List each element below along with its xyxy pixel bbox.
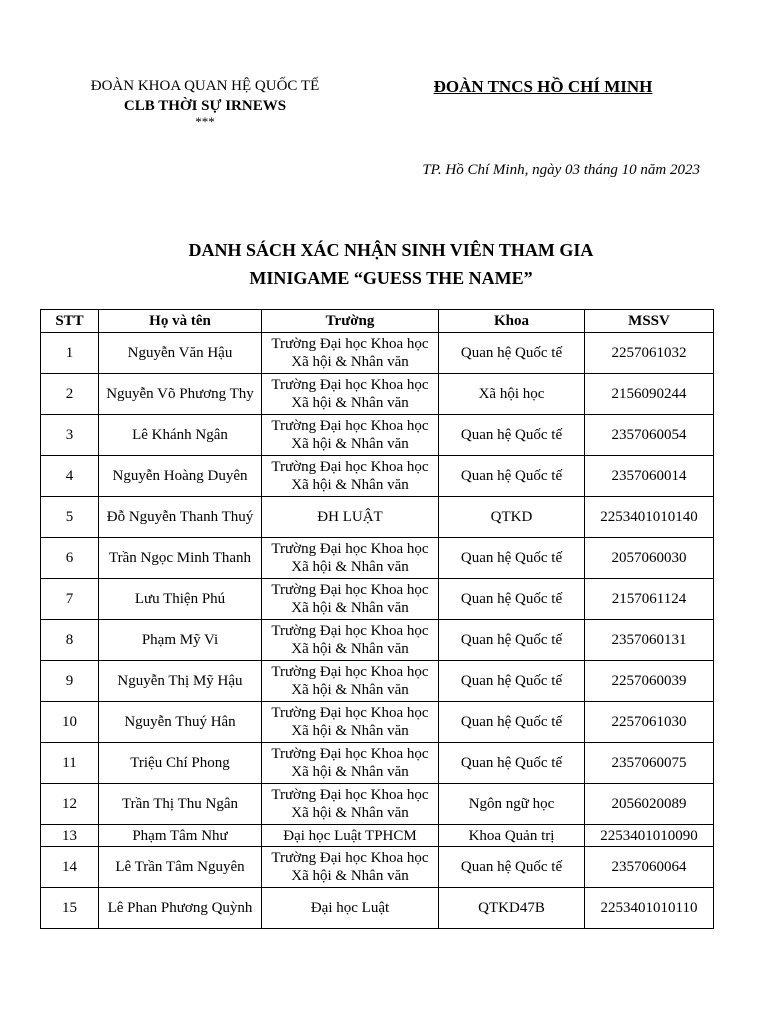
header-name: Họ và tên <box>99 310 262 333</box>
cell-stt: 7 <box>41 579 99 620</box>
cell-school: Trường Đại học Khoa học Xã hội & Nhân văn <box>262 374 439 415</box>
table-row <box>41 497 714 538</box>
cell-faculty: Quan hệ Quốc tế <box>439 415 585 456</box>
issuer-block <box>60 76 350 128</box>
cell-stt: 14 <box>41 847 99 888</box>
cell-school: Trường Đại học Khoa học Xã hội & Nhân văn <box>262 847 439 888</box>
table-row <box>41 415 714 456</box>
table-row <box>41 333 714 374</box>
cell-stt: 3 <box>41 415 99 456</box>
table-row <box>41 456 714 497</box>
cell-faculty: Quan hệ Quốc tế <box>439 702 585 743</box>
cell-name: Phạm Tâm Như <box>99 825 262 847</box>
document-title <box>40 236 742 292</box>
cell-mssv: 2357060054 <box>585 415 714 456</box>
cell-stt: 6 <box>41 538 99 579</box>
cell-faculty: Quan hệ Quốc tế <box>439 456 585 497</box>
cell-school: Trường Đại học Khoa học Xã hội & Nhân văn <box>262 538 439 579</box>
cell-stt: 15 <box>41 888 99 929</box>
table-row <box>41 784 714 825</box>
table-row <box>41 538 714 579</box>
table-row <box>41 825 714 847</box>
table-header-row <box>41 310 714 333</box>
cell-faculty: Quan hệ Quốc tế <box>439 661 585 702</box>
cell-mssv: 2157061124 <box>585 579 714 620</box>
participant-table <box>40 309 714 929</box>
table-row <box>41 847 714 888</box>
cell-mssv: 2253401010140 <box>585 497 714 538</box>
cell-stt: 10 <box>41 702 99 743</box>
cell-school: Trường Đại học Khoa học Xã hội & Nhân văn <box>262 415 439 456</box>
cell-name: Nguyễn Thị Mỹ Hậu <box>99 661 262 702</box>
cell-school: Trường Đại học Khoa học Xã hội & Nhân văn <box>262 620 439 661</box>
separator-stars: *** <box>195 114 215 129</box>
cell-faculty: Quan hệ Quốc tế <box>439 620 585 661</box>
title-line-1: DANH SÁCH XÁC NHẬN SINH VIÊN THAM GIA <box>188 240 594 260</box>
cell-name: Phạm Mỹ Vi <box>99 620 262 661</box>
cell-name: Lê Phan Phương Quỳnh <box>99 888 262 929</box>
header-faculty: Khoa <box>439 310 585 333</box>
table-row <box>41 579 714 620</box>
union-name: ĐOÀN TNCS HỒ CHÍ MINH <box>433 77 653 96</box>
cell-faculty: Quan hệ Quốc tế <box>439 333 585 374</box>
cell-school: Trường Đại học Khoa học Xã hội & Nhân văn <box>262 579 439 620</box>
org-name: ĐOÀN KHOA QUAN HỆ QUỐC TẾ <box>90 78 320 94</box>
cell-name: Trần Ngọc Minh Thanh <box>99 538 262 579</box>
cell-mssv: 2357060014 <box>585 456 714 497</box>
cell-school: ĐH LUẬT <box>262 497 439 538</box>
cell-faculty: QTKD <box>439 497 585 538</box>
table-row <box>41 661 714 702</box>
document-date: TP. Hồ Chí Minh, ngày 03 tháng 10 năm 2023 <box>422 162 700 178</box>
cell-stt: 4 <box>41 456 99 497</box>
header-stt: STT <box>41 310 99 333</box>
cell-faculty: Xã hội học <box>439 374 585 415</box>
cell-stt: 2 <box>41 374 99 415</box>
cell-stt: 1 <box>41 333 99 374</box>
cell-mssv: 2357060131 <box>585 620 714 661</box>
cell-school: Trường Đại học Khoa học Xã hội & Nhân văn <box>262 784 439 825</box>
cell-name: Lê Trần Tâm Nguyên <box>99 847 262 888</box>
cell-name: Nguyễn Võ Phương Thy <box>99 374 262 415</box>
cell-name: Lê Khánh Ngân <box>99 415 262 456</box>
cell-stt: 13 <box>41 825 99 847</box>
cell-mssv: 2257061032 <box>585 333 714 374</box>
cell-mssv: 2056020089 <box>585 784 714 825</box>
cell-mssv: 2253401010090 <box>585 825 714 847</box>
cell-name: Nguyễn Thuý Hân <box>99 702 262 743</box>
cell-school: Trường Đại học Khoa học Xã hội & Nhân văn <box>262 456 439 497</box>
cell-mssv: 2357060075 <box>585 743 714 784</box>
club-name: CLB THỜI SỰ IRNEWS <box>123 98 287 114</box>
header-mssv: MSSV <box>585 310 714 333</box>
cell-stt: 5 <box>41 497 99 538</box>
table-row <box>41 702 714 743</box>
cell-faculty: Quan hệ Quốc tế <box>439 579 585 620</box>
cell-name: Nguyễn Văn Hậu <box>99 333 262 374</box>
title-line-2: MINIGAME “GUESS THE NAME” <box>249 268 533 288</box>
cell-faculty: Khoa Quản trị <box>439 825 585 847</box>
cell-faculty: Quan hệ Quốc tế <box>439 538 585 579</box>
cell-faculty: QTKD47B <box>439 888 585 929</box>
cell-stt: 9 <box>41 661 99 702</box>
cell-school: Trường Đại học Khoa học Xã hội & Nhân văn <box>262 333 439 374</box>
cell-school: Đại học Luật <box>262 888 439 929</box>
table-row <box>41 888 714 929</box>
cell-name: Nguyễn Hoàng Duyên <box>99 456 262 497</box>
cell-faculty: Quan hệ Quốc tế <box>439 743 585 784</box>
cell-mssv: 2257060039 <box>585 661 714 702</box>
cell-school: Trường Đại học Khoa học Xã hội & Nhân văn <box>262 661 439 702</box>
cell-mssv: 2257061030 <box>585 702 714 743</box>
cell-school: Trường Đại học Khoa học Xã hội & Nhân văn <box>262 743 439 784</box>
cell-name: Triệu Chí Phong <box>99 743 262 784</box>
cell-faculty: Quan hệ Quốc tế <box>439 847 585 888</box>
cell-mssv: 2156090244 <box>585 374 714 415</box>
cell-mssv: 2253401010110 <box>585 888 714 929</box>
cell-school: Đại học Luật TPHCM <box>262 825 439 847</box>
cell-stt: 11 <box>41 743 99 784</box>
cell-stt: 12 <box>41 784 99 825</box>
cell-faculty: Ngôn ngữ học <box>439 784 585 825</box>
cell-mssv: 2357060064 <box>585 847 714 888</box>
cell-mssv: 2057060030 <box>585 538 714 579</box>
cell-name: Lưu Thiện Phú <box>99 579 262 620</box>
table-row <box>41 374 714 415</box>
table-row <box>41 620 714 661</box>
cell-name: Đỗ Nguyễn Thanh Thuý <box>99 497 262 538</box>
header-school: Trường <box>262 310 439 333</box>
table-body <box>41 333 714 929</box>
cell-name: Trần Thị Thu Ngân <box>99 784 262 825</box>
cell-school: Trường Đại học Khoa học Xã hội & Nhân văn <box>262 702 439 743</box>
cell-stt: 8 <box>41 620 99 661</box>
table-row <box>41 743 714 784</box>
